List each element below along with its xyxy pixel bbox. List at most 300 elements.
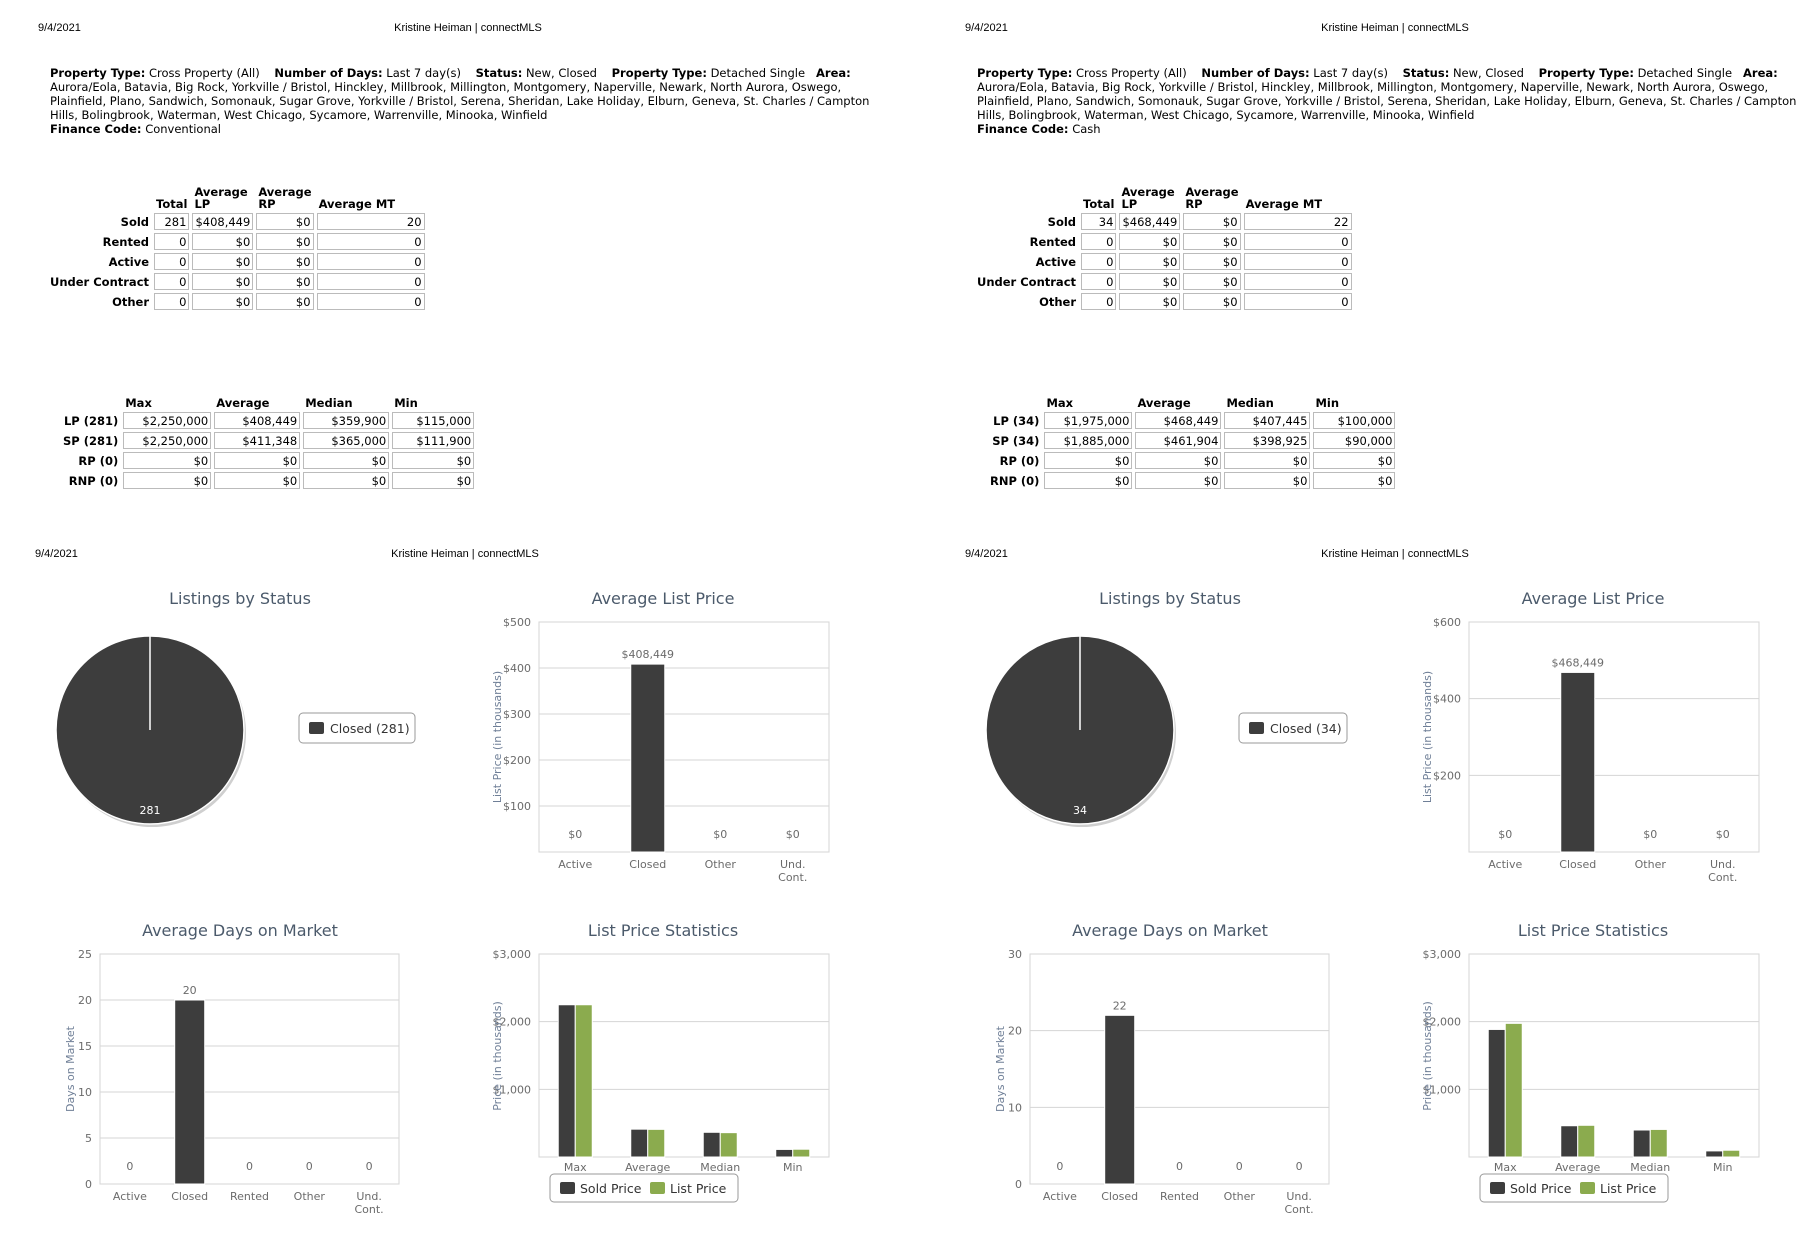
legend-label-sold: Sold Price [1510, 1181, 1572, 1196]
page-date: 9/4/2021 [965, 548, 1008, 560]
cell-max: $2,250,000 [123, 432, 211, 449]
pie-slice-label: 34 [1073, 804, 1087, 817]
legend-label-closed: Closed (281) [330, 721, 410, 736]
legend-swatch-list [650, 1182, 665, 1194]
data-label: 20 [182, 984, 197, 997]
stats-header: Min [1315, 396, 1340, 410]
bar-plot [1008, 948, 1329, 1216]
chart-title: List Price Statistics [1517, 921, 1669, 940]
criteria-label: Property Type: [1538, 66, 1634, 80]
row-label: Active [108, 254, 150, 269]
y-tick-label: $1,000 [1422, 1083, 1461, 1097]
table-row [988, 412, 1395, 429]
cell-average: $0 [1135, 472, 1221, 489]
pie-legend [299, 713, 415, 743]
x-tick-label: Average [625, 1161, 671, 1174]
table-row [975, 293, 1352, 310]
legend-label-closed: Closed (34) [1270, 721, 1342, 736]
criteria-label: Property Type: [977, 66, 1073, 80]
summary-table [972, 183, 1355, 313]
y-tick-label: 20 [78, 994, 92, 1007]
table-row [988, 432, 1395, 449]
row-label: RNP (0) [990, 473, 1040, 488]
x-tick-label: Closed [629, 858, 667, 871]
y-axis-label: List Price (in thousands) [491, 670, 504, 804]
average-list-price-chart [455, 578, 875, 884]
stats-header-blank [61, 397, 120, 409]
criteria-value: Last 7 day(s) [1313, 66, 1388, 80]
row-label: RNP (0) [68, 473, 119, 488]
data-label: $0 [1643, 828, 1658, 841]
bar-list-price-max [575, 1005, 592, 1157]
y-tick-label: $400 [503, 662, 531, 675]
chart-title: Listings by Status [1099, 589, 1241, 608]
page-date: 9/4/2021 [35, 548, 78, 560]
stats-header: Median [1226, 396, 1274, 410]
x-tick-label: Active [558, 858, 593, 871]
y-tick-label: $1,000 [492, 1083, 531, 1097]
y-axis-label: List Price (in thousands) [1421, 670, 1434, 804]
cell-median: $359,900 [303, 412, 389, 429]
criteria-label: Area: [816, 66, 851, 80]
cell-average: $0 [214, 452, 300, 469]
table-row [975, 253, 1352, 270]
pie-slice-label: 281 [139, 804, 161, 817]
criteria-value: Detached Single [710, 66, 806, 80]
cell-total: 0 [154, 293, 189, 310]
summary-header: Average LP [194, 185, 248, 211]
stats-header: Average [216, 396, 270, 410]
y-tick-label: $300 [503, 708, 531, 721]
criteria-label: Area: [1743, 66, 1778, 80]
summary-header: Average RP [258, 185, 312, 211]
cell-average: $0 [214, 472, 300, 489]
stats-header: Average [1137, 396, 1191, 410]
plot-frame [100, 954, 399, 1184]
cell-total: 0 [154, 253, 189, 270]
summary-header: Average RP [1185, 185, 1239, 211]
criteria-value: Last 7 day(s) [386, 66, 461, 80]
page-header-title: Kristine Heiman | connectMLS [391, 548, 539, 560]
cell-avg-rp: $0 [1183, 273, 1240, 290]
cell-max: $1,975,000 [1044, 412, 1132, 429]
cell-avg-rp: $0 [256, 293, 313, 310]
average-days-on-market-chart [965, 910, 1385, 1216]
cell-average: $468,449 [1135, 412, 1221, 429]
cell-avg-mt: 0 [317, 293, 425, 310]
cell-avg-rp: $0 [256, 233, 313, 250]
bar-sold-price-max [558, 1005, 575, 1157]
x-tick-label: Active [1042, 1190, 1077, 1203]
y-tick-label: $2,000 [492, 1015, 531, 1029]
y-tick-label: 20 [1008, 1024, 1022, 1038]
bar-list-price-max [1505, 1023, 1522, 1157]
list-price-statistics-chart [455, 910, 875, 1210]
stats-header: Max [1046, 396, 1074, 410]
average-list-price-chart [1385, 578, 1800, 884]
list-price-statistics-chart [1385, 910, 1800, 1210]
page-header-title: Kristine Heiman | connectMLS [1321, 548, 1469, 560]
x-tick-label: Und. Cont. [1708, 858, 1738, 884]
x-tick-label: Median [700, 1161, 741, 1174]
data-label: $0 [568, 828, 583, 841]
bar-closed [631, 664, 665, 852]
bar-list-price-min [793, 1149, 810, 1157]
finance-code-value: Conventional [145, 122, 221, 136]
data-label: $408,449 [621, 648, 674, 662]
legend-swatch-sold [560, 1182, 575, 1194]
bar-list-price-average [1578, 1125, 1595, 1157]
x-tick-label: Median [1630, 1161, 1671, 1174]
summary-header: Average MT [1245, 197, 1323, 211]
legend-swatch-sold [1490, 1182, 1505, 1194]
data-label: $0 [1715, 828, 1730, 841]
y-tick-label: 30 [1008, 948, 1022, 961]
bar-list-price-average [648, 1129, 665, 1157]
cell-avg-lp: $0 [192, 293, 253, 310]
table-row [48, 213, 425, 230]
criteria-value: Aurora/Eola, Batavia, Big Rock, Yorkville / Bristol, Hinckley, Millbrook, Millington, Montgomery, Naperville, Newark, North Aurora, Oswego, Plainfield, Plano, Sandwich, Somonauk, Sugar Grove, Yorkville / Bristol, Serena, Sheridan, Lake Holiday, Elburn, Geneva, St. Charles / Campton Hills, Bolingbrook, Waterman, West Chicago, Sycamore, Warrenville, Minooka, Winfield [50, 80, 870, 122]
table-row [48, 293, 425, 310]
legend-swatch-closed [1249, 722, 1264, 734]
y-tick-label: 10 [78, 1086, 92, 1099]
page-header [35, 548, 895, 564]
x-tick-label: Average [1555, 1161, 1601, 1174]
page-header [965, 22, 1800, 38]
cell-median: $0 [303, 452, 389, 469]
cell-min: $0 [1313, 452, 1395, 469]
y-tick-label: $3,000 [492, 948, 531, 961]
data-label: 22 [1112, 999, 1127, 1013]
cell-median: $365,000 [303, 432, 389, 449]
cell-max: $1,885,000 [1044, 432, 1132, 449]
criteria-label: Status: [475, 66, 523, 80]
cell-avg-lp: $0 [1119, 233, 1180, 250]
cell-avg-rp: $0 [1183, 213, 1240, 230]
criteria-label: Property Type: [611, 66, 707, 80]
legend-swatch-list [1580, 1182, 1595, 1194]
y-tick-label: 25 [78, 948, 92, 961]
criteria-label: Finance Code: [977, 122, 1069, 136]
x-tick-label: Max [1493, 1161, 1517, 1174]
legend-swatch-closed [309, 722, 324, 734]
x-tick-label: Rented [1160, 1190, 1199, 1203]
y-axis-label: Price (in thousands) [1421, 1001, 1434, 1111]
cell-avg-mt: 0 [1244, 233, 1352, 250]
average-days-on-market-chart [35, 910, 455, 1216]
data-label: 0 [1235, 1160, 1243, 1173]
cell-avg-mt: 0 [317, 253, 425, 270]
bar-closed [1105, 1015, 1135, 1184]
y-tick-label: $600 [1433, 616, 1461, 629]
cell-total: 281 [154, 213, 189, 230]
report-page-conventional [38, 22, 898, 502]
cell-total: 0 [1081, 253, 1116, 270]
price-stats-table [58, 394, 477, 492]
bar-plot [493, 948, 830, 1174]
criteria-label: Property Type: [50, 66, 146, 80]
criteria-value: New, Closed [1452, 66, 1524, 80]
cell-avg-rp: $0 [256, 273, 313, 290]
cell-average: $0 [1135, 452, 1221, 469]
bar-sold-price-min [1706, 1151, 1723, 1157]
charts-page-cash [965, 548, 1800, 1248]
x-tick-label: Other [1634, 858, 1666, 871]
y-tick-label: $400 [1433, 692, 1461, 706]
summary-header: Total [1083, 197, 1115, 211]
cell-avg-mt: 0 [1244, 273, 1352, 290]
summary-header: Total [156, 197, 188, 211]
chart-title: Average Days on Market [142, 921, 338, 940]
row-label: SP (281) [63, 433, 119, 448]
cell-average: $408,449 [214, 412, 300, 429]
stats-header: Min [394, 396, 418, 410]
y-tick-label: $200 [1433, 769, 1461, 783]
bar-sold-price-min [776, 1149, 793, 1157]
cell-min: $90,000 [1313, 432, 1395, 449]
legend-label-list: List Price [1600, 1181, 1657, 1196]
row-label: Sold [120, 214, 150, 229]
table-row [61, 432, 474, 449]
x-tick-label: Closed [1101, 1190, 1139, 1203]
search-criteria [977, 66, 1797, 136]
stats-header: Median [305, 396, 353, 410]
page-header [38, 22, 898, 38]
stats-header: Max [125, 396, 152, 410]
cell-avg-mt: 22 [1244, 213, 1352, 230]
finance-code-value: Cash [1072, 122, 1101, 136]
criteria-value: New, Closed [525, 66, 597, 80]
plot-frame [1469, 622, 1759, 852]
y-tick-label: $100 [503, 800, 531, 813]
summary-header-blank [48, 186, 151, 210]
charts-page-conventional [35, 548, 895, 1248]
cell-max: $0 [1044, 452, 1132, 469]
row-label: Active [1035, 254, 1077, 269]
cell-avg-lp: $0 [1119, 293, 1180, 310]
y-tick-label: 10 [1008, 1101, 1022, 1115]
y-axis-label: Days on Market [64, 1026, 77, 1112]
cell-min: $111,900 [392, 432, 474, 449]
bar-list-price-median [720, 1133, 737, 1157]
x-tick-label: Closed [1559, 858, 1597, 871]
pie-legend [1239, 713, 1347, 743]
cell-avg-rp: $0 [1183, 293, 1240, 310]
y-tick-label: 0 [1015, 1178, 1022, 1191]
table-row [975, 213, 1352, 230]
summary-header: Average MT [318, 197, 396, 211]
bar-closed [1561, 672, 1595, 852]
cell-median: $0 [1224, 472, 1310, 489]
data-label: 0 [1295, 1160, 1303, 1173]
price-stats-table [985, 394, 1398, 492]
table-row [61, 472, 474, 489]
x-tick-label: Active [112, 1190, 147, 1203]
bar-closed [175, 1000, 205, 1184]
x-tick-label: Min [782, 1161, 803, 1174]
data-label: $0 [1498, 828, 1513, 841]
bar-plot [1423, 948, 1760, 1174]
report-page-cash [965, 22, 1800, 502]
table-row [61, 412, 474, 429]
search-criteria [50, 66, 870, 136]
row-label: SP (34) [992, 433, 1040, 448]
row-label: Rented [1029, 234, 1077, 249]
row-label: Under Contract [977, 274, 1077, 289]
cell-total: 0 [154, 273, 189, 290]
criteria-label: Number of Days: [274, 66, 383, 80]
cell-median: $0 [1224, 452, 1310, 469]
row-label: LP (281) [63, 413, 119, 428]
cell-avg-lp: $0 [192, 273, 253, 290]
chart-title: List Price Statistics [587, 921, 739, 940]
cell-max: $0 [1044, 472, 1132, 489]
row-label: Under Contract [50, 274, 150, 289]
x-tick-label: Other [704, 858, 736, 871]
data-label: $0 [785, 828, 800, 841]
table-row [988, 452, 1395, 469]
row-label: RP (0) [78, 453, 119, 468]
x-tick-label: Active [1488, 858, 1523, 871]
y-tick-label: 5 [85, 1132, 92, 1145]
cell-average: $411,348 [214, 432, 300, 449]
cell-total: 0 [1081, 233, 1116, 250]
x-tick-label: Other [293, 1190, 325, 1203]
legend-label-sold: Sold Price [580, 1181, 642, 1196]
cell-max: $0 [123, 472, 211, 489]
cell-min: $0 [392, 452, 474, 469]
criteria-label: Number of Days: [1201, 66, 1310, 80]
table-row [48, 253, 425, 270]
data-label: 0 [1056, 1160, 1064, 1173]
cell-median: $407,445 [1224, 412, 1310, 429]
cell-avg-lp: $468,449 [1119, 213, 1180, 230]
row-label: Other [1039, 294, 1077, 309]
cell-avg-mt: 0 [1244, 253, 1352, 270]
x-tick-label: Max [563, 1161, 587, 1174]
x-tick-label: Und. Cont. [354, 1190, 384, 1216]
chart-title: Listings by Status [169, 589, 311, 608]
bar-plot [1433, 616, 1759, 884]
bar-plot [503, 616, 829, 884]
cell-avg-lp: $0 [1119, 273, 1180, 290]
cell-total: 0 [154, 233, 189, 250]
cell-min: $0 [1313, 472, 1395, 489]
cell-median: $0 [303, 472, 389, 489]
x-tick-label: Rented [230, 1190, 269, 1203]
criteria-value: Detached Single [1637, 66, 1733, 80]
data-label: 0 [126, 1160, 134, 1173]
cell-avg-mt: 0 [317, 233, 425, 250]
page-date: 9/4/2021 [38, 22, 81, 34]
table-row [975, 273, 1352, 290]
page-header [965, 548, 1800, 564]
table-row [48, 233, 425, 250]
y-axis-label: Days on Market [994, 1026, 1007, 1112]
cell-avg-rp: $0 [256, 213, 313, 230]
cell-avg-lp: $0 [192, 253, 253, 270]
cell-median: $398,925 [1224, 432, 1310, 449]
y-tick-label: $3,000 [1422, 948, 1461, 961]
criteria-value: Cross Property (All) [148, 66, 260, 80]
table-row [988, 472, 1395, 489]
y-tick-label: $200 [503, 754, 531, 767]
cell-avg-rp: $0 [256, 253, 313, 270]
chart-title: Average List Price [591, 589, 735, 608]
cell-avg-mt: 20 [317, 213, 425, 230]
data-label: 0 [1176, 1160, 1183, 1173]
bar-list-price-min [1723, 1150, 1740, 1157]
plot-frame [539, 622, 829, 852]
cell-max: $0 [123, 452, 211, 469]
listings-by-status-chart [965, 578, 1385, 878]
cell-min: $0 [392, 472, 474, 489]
cell-avg-mt: 0 [1244, 293, 1352, 310]
row-label: RP (0) [999, 453, 1040, 468]
cell-max: $2,250,000 [123, 412, 211, 429]
row-label: Sold [1047, 214, 1077, 229]
bar-sold-price-median [1633, 1130, 1650, 1157]
y-axis-label: Price (in thousands) [491, 1001, 504, 1111]
x-tick-label: Min [1712, 1161, 1733, 1174]
page-date: 9/4/2021 [965, 22, 1008, 34]
cell-avg-lp: $0 [1119, 253, 1180, 270]
chart-legend [1480, 1174, 1668, 1202]
cell-total: 0 [1081, 273, 1116, 290]
table-row [61, 452, 474, 469]
data-label: $0 [713, 828, 728, 841]
chart-title: Average List Price [1521, 589, 1665, 608]
x-tick-label: Und. Cont. [778, 858, 808, 884]
bar-sold-price-max [1488, 1029, 1505, 1157]
plot-frame [1030, 954, 1329, 1184]
y-tick-label: $2,000 [1422, 1015, 1461, 1029]
chart-title: Average Days on Market [1072, 921, 1268, 940]
y-tick-label: 15 [78, 1040, 92, 1053]
bar-sold-price-median [703, 1132, 720, 1157]
chart-legend [550, 1174, 738, 1202]
row-label: LP (34) [993, 413, 1040, 428]
summary-header-blank [975, 186, 1078, 210]
summary-header: Average LP [1121, 185, 1175, 211]
bar-plot [78, 948, 399, 1216]
legend-label-list: List Price [670, 1181, 727, 1196]
row-label: Rented [102, 234, 150, 249]
y-tick-label: 0 [85, 1178, 92, 1191]
bar-list-price-median [1650, 1129, 1667, 1157]
listings-by-status-chart [35, 578, 455, 878]
cell-min: $115,000 [392, 412, 474, 429]
criteria-label: Status: [1402, 66, 1450, 80]
stats-header-blank [988, 397, 1041, 409]
y-tick-label: $500 [503, 616, 531, 629]
cell-avg-lp: $408,449 [192, 213, 253, 230]
cell-avg-rp: $0 [1183, 253, 1240, 270]
criteria-value: Cross Property (All) [1075, 66, 1187, 80]
x-tick-label: Other [1223, 1190, 1255, 1203]
cell-avg-rp: $0 [1183, 233, 1240, 250]
summary-table [45, 183, 428, 313]
bar-sold-price-average [631, 1129, 648, 1157]
cell-avg-mt: 0 [317, 273, 425, 290]
cell-average: $461,904 [1135, 432, 1221, 449]
cell-min: $100,000 [1313, 412, 1395, 429]
bar-sold-price-average [1561, 1126, 1578, 1157]
data-label: 0 [305, 1160, 313, 1173]
table-row [48, 273, 425, 290]
cell-total: 0 [1081, 293, 1116, 310]
data-label: 0 [365, 1160, 373, 1173]
